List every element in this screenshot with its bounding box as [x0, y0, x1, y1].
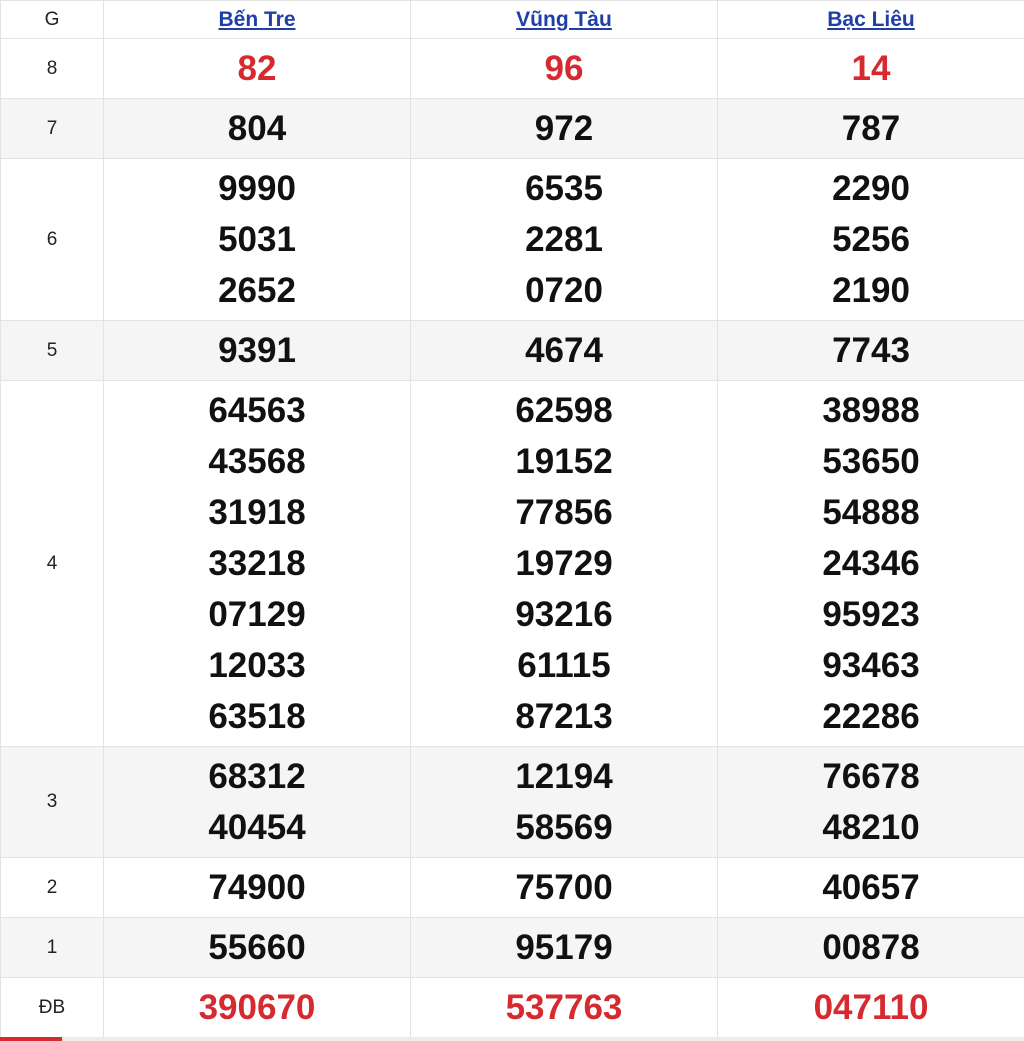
result-number: 53650 [822, 442, 920, 481]
result-number: 0720 [525, 271, 603, 310]
prize-label: 5 [1, 321, 104, 381]
prize-label: 4 [1, 381, 104, 747]
result-cell-bac-lieu [718, 159, 1024, 321]
result-cell-vung-tau [411, 747, 718, 858]
result-cell-vung-tau [411, 858, 718, 918]
result-cell-bac-lieu [718, 918, 1024, 978]
result-number: 19729 [515, 544, 613, 583]
result-number: 2190 [832, 271, 910, 310]
result-cell-ben-tre [104, 747, 411, 858]
result-number: 95179 [515, 928, 613, 967]
prize-row-5 [1, 321, 1024, 381]
result-number: 2281 [525, 220, 603, 259]
result-cell-vung-tau [411, 918, 718, 978]
result-number: 75700 [515, 868, 613, 907]
result-cell-ben-tre [104, 321, 411, 381]
province-link-vung-tau[interactable]: Vũng Tàu [516, 7, 612, 31]
result-number: 64563 [208, 391, 306, 430]
result-number: 12033 [208, 646, 306, 685]
result-number: 12194 [515, 757, 613, 796]
result-number: 82 [237, 49, 277, 88]
result-number: 38988 [822, 391, 920, 430]
result-number: 2652 [218, 271, 296, 310]
result-cell-bac-lieu [718, 978, 1024, 1038]
result-cell-vung-tau [411, 381, 718, 747]
result-cell-ben-tre [104, 99, 411, 159]
prize-row-6 [1, 159, 1024, 321]
result-cell-vung-tau [411, 159, 718, 321]
province-link-ben-tre[interactable]: Bến Tre [218, 7, 296, 31]
result-cell-ben-tre [104, 159, 411, 321]
prize-row-8 [1, 39, 1024, 99]
result-number: 43568 [208, 442, 306, 481]
prize-row-3 [1, 747, 1024, 858]
result-number: 96 [544, 49, 584, 88]
result-cell-ben-tre [104, 978, 411, 1038]
result-cell-bac-lieu [718, 39, 1024, 99]
result-number: 00878 [822, 928, 920, 967]
result-number: 63518 [208, 697, 306, 736]
active-tab-indicator [0, 1037, 62, 1041]
result-number: 74900 [208, 868, 306, 907]
result-number: 76678 [822, 757, 920, 796]
result-number: 2290 [832, 169, 910, 208]
result-cell-ben-tre [104, 381, 411, 747]
result-number: 95923 [822, 595, 920, 634]
prize-label: 2 [1, 858, 104, 918]
result-cell-bac-lieu [718, 381, 1024, 747]
prize-label: ĐB [1, 978, 104, 1038]
result-number: 390670 [198, 988, 316, 1027]
result-number: 62598 [515, 391, 613, 430]
prize-label: 1 [1, 918, 104, 978]
result-cell-ben-tre [104, 858, 411, 918]
result-number: 58569 [515, 808, 613, 847]
result-number: 537763 [505, 988, 623, 1027]
result-cell-vung-tau [411, 99, 718, 159]
result-cell-ben-tre [104, 39, 411, 99]
prize-column-header: G [1, 1, 104, 39]
header-row [1, 1, 1024, 39]
result-number: 22286 [822, 697, 920, 736]
result-cell-vung-tau [411, 321, 718, 381]
province-header-bac-lieu [718, 1, 1024, 39]
result-number: 31918 [208, 493, 306, 532]
result-number: 87213 [515, 697, 613, 736]
province-header-ben-tre [104, 1, 411, 39]
result-number: 54888 [822, 493, 920, 532]
prize-label: 7 [1, 99, 104, 159]
result-number: 972 [534, 109, 594, 148]
result-number: 19152 [515, 442, 613, 481]
result-number: 40454 [208, 808, 306, 847]
result-number: 07129 [208, 595, 306, 634]
result-number: 7743 [832, 331, 910, 370]
result-number: 93463 [822, 646, 920, 685]
result-number: 61115 [517, 646, 611, 685]
result-number: 804 [227, 109, 287, 148]
result-number: 93216 [515, 595, 613, 634]
province-header-vung-tau [411, 1, 718, 39]
result-number: 68312 [208, 757, 306, 796]
result-number: 6535 [525, 169, 603, 208]
result-number: 5031 [218, 220, 296, 259]
prize-row-4 [1, 381, 1024, 747]
prize-label: 3 [1, 747, 104, 858]
result-number: 77856 [515, 493, 613, 532]
prize-label: 8 [1, 39, 104, 99]
result-number: 4674 [525, 331, 603, 370]
prize-row-7 [1, 99, 1024, 159]
prize-label: 6 [1, 159, 104, 321]
result-number: 40657 [822, 868, 920, 907]
result-number: 787 [841, 109, 901, 148]
result-cell-ben-tre [104, 918, 411, 978]
result-number: 047110 [813, 988, 929, 1027]
province-link-bac-lieu[interactable]: Bạc Liêu [827, 7, 915, 31]
prize-row-special [1, 978, 1024, 1038]
result-cell-vung-tau [411, 39, 718, 99]
prize-row-2 [1, 858, 1024, 918]
result-number: 9391 [218, 331, 296, 370]
result-cell-bac-lieu [718, 99, 1024, 159]
result-cell-bac-lieu [718, 858, 1024, 918]
result-number: 5256 [832, 220, 910, 259]
result-number: 9990 [218, 169, 296, 208]
prize-row-1 [1, 918, 1024, 978]
result-number: 24346 [822, 544, 920, 583]
bottom-tab-strip [0, 1037, 1024, 1041]
result-cell-vung-tau [411, 978, 718, 1038]
result-number: 48210 [822, 808, 920, 847]
result-number: 33218 [208, 544, 306, 583]
result-cell-bac-lieu [718, 321, 1024, 381]
result-cell-bac-lieu [718, 747, 1024, 858]
result-number: 55660 [208, 928, 306, 967]
result-number: 14 [851, 49, 891, 88]
